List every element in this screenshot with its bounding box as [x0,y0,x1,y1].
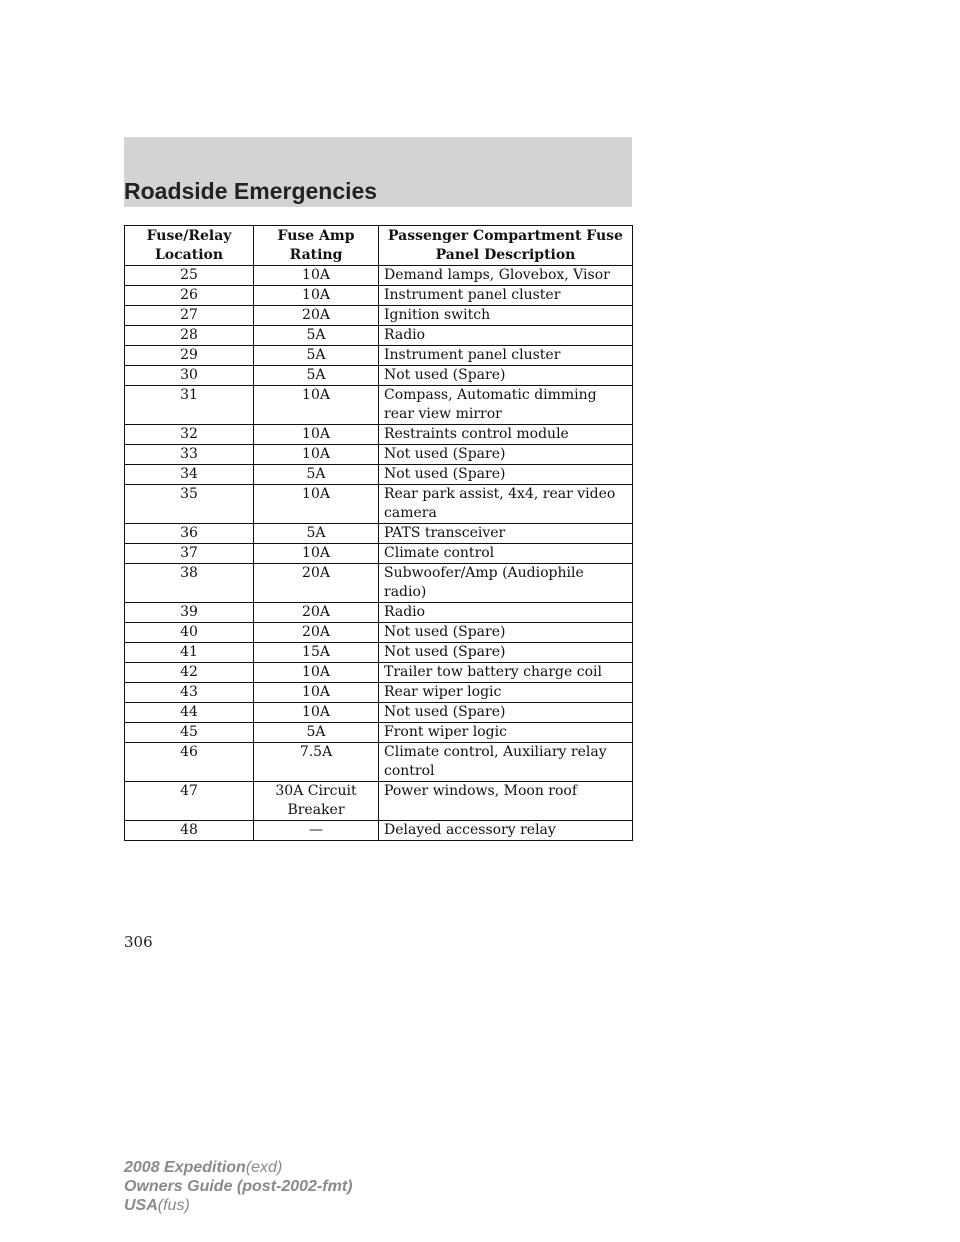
fuse-rating: 10A [254,286,379,306]
fuse-description: Not used (Spare) [379,623,633,643]
table-row [125,683,633,703]
footer-model: 2008 Expedition [124,1159,246,1176]
fuse-description: Restraints control module [379,425,633,445]
table-row [125,465,633,485]
fuse-rating: 10A [254,485,379,524]
fuse-rating: 5A [254,346,379,366]
table-row [125,266,633,286]
fuse-rating: 10A [254,683,379,703]
column-header-location: Fuse/Relay Location [125,226,254,266]
fuse-location: 34 [125,465,254,485]
fuse-rating: 5A [254,465,379,485]
fuse-location: 30 [125,366,254,386]
fuse-rating: 7.5A [254,743,379,782]
fuse-description: Compass, Automatic dimming rear view mirror [379,386,633,425]
fuse-rating: 10A [254,703,379,723]
page-number: 306 [124,933,153,951]
column-header-description: Passenger Compartment Fuse Panel Description [379,226,633,266]
fuse-location: 38 [125,564,254,603]
table-row [125,326,633,346]
table-row [125,544,633,564]
fuse-rating: 20A [254,623,379,643]
fuse-location: 25 [125,266,254,286]
fuse-description: Not used (Spare) [379,366,633,386]
fuse-description: Subwoofer/Amp (Audiophile radio) [379,564,633,603]
footer-model-code: (exd) [245,1159,283,1176]
table-row [125,524,633,544]
table-row [125,386,633,425]
table-row [125,821,633,841]
footer-line-3 [124,1196,352,1215]
table-row [125,743,633,782]
fuse-rating: 15A [254,643,379,663]
fuse-location: 33 [125,445,254,465]
fuse-location: 47 [125,782,254,821]
fuse-location: 44 [125,703,254,723]
fuse-location: 46 [125,743,254,782]
fuse-location: 35 [125,485,254,524]
table-row [125,445,633,465]
fuse-rating: 30A Circuit Breaker [254,782,379,821]
fuse-rating: 10A [254,544,379,564]
footer-market: USA [124,1197,158,1214]
fuse-description: Instrument panel cluster [379,286,633,306]
fuse-description: Radio [379,326,633,346]
fuse-location: 41 [125,643,254,663]
fuse-rating: 5A [254,723,379,743]
fuse-description: Delayed accessory relay [379,821,633,841]
fuse-description: Trailer tow battery charge coil [379,663,633,683]
fuse-location: 37 [125,544,254,564]
fuse-description: Not used (Spare) [379,465,633,485]
footer-line-1 [124,1158,352,1177]
fuse-description: Rear wiper logic [379,683,633,703]
fuse-location: 29 [125,346,254,366]
fuse-location: 28 [125,326,254,346]
table-row [125,366,633,386]
fuse-description: Ignition switch [379,306,633,326]
fuse-location: 31 [125,386,254,425]
fuse-description: Demand lamps, Glovebox, Visor [379,266,633,286]
fuse-table [124,225,633,841]
table-row [125,723,633,743]
column-header-rating: Fuse Amp Rating [254,226,379,266]
fuse-location: 26 [125,286,254,306]
fuse-rating: 10A [254,266,379,286]
table-row [125,603,633,623]
fuse-rating: 20A [254,306,379,326]
table-row [125,703,633,723]
fuse-description: Not used (Spare) [379,445,633,465]
table-row [125,782,633,821]
fuse-rating: 5A [254,326,379,346]
fuse-rating: 5A [254,366,379,386]
section-title: Roadside Emergencies [124,178,378,204]
fuse-description: Instrument panel cluster [379,346,633,366]
fuse-description: Power windows, Moon roof [379,782,633,821]
fuse-description: Rear park assist, 4x4, rear video camera [379,485,633,524]
table-row [125,346,633,366]
fuse-location: 39 [125,603,254,623]
fuse-location: 45 [125,723,254,743]
fuse-description: Climate control [379,544,633,564]
fuse-rating: 5A [254,524,379,544]
fuse-rating: 10A [254,386,379,425]
table-row [125,425,633,445]
table-row [125,485,633,524]
fuse-rating: 20A [254,564,379,603]
fuse-location: 43 [125,683,254,703]
fuse-description: Front wiper logic [379,723,633,743]
table-row [125,286,633,306]
footer-market-code: (fus) [157,1197,190,1214]
fuse-description: Not used (Spare) [379,643,633,663]
table-row [125,306,633,326]
fuse-rating: — [254,821,379,841]
table-row [125,663,633,683]
fuse-rating: 20A [254,603,379,623]
fuse-description: Not used (Spare) [379,703,633,723]
document-footer [124,1158,352,1215]
fuse-location: 42 [125,663,254,683]
fuse-location: 32 [125,425,254,445]
table-row [125,564,633,603]
fuse-location: 40 [125,623,254,643]
table-header-row [125,226,633,266]
fuse-description: PATS transceiver [379,524,633,544]
fuse-location: 27 [125,306,254,326]
fuse-rating: 10A [254,663,379,683]
fuse-rating: 10A [254,445,379,465]
table-row [125,643,633,663]
fuse-description: Radio [379,603,633,623]
fuse-rating: 10A [254,425,379,445]
table-row [125,623,633,643]
footer-line-2 [124,1177,352,1196]
fuse-location: 36 [125,524,254,544]
fuse-location: 48 [125,821,254,841]
footer-guide: Owners Guide (post-2002-fmt) [124,1178,353,1195]
fuse-description: Climate control, Auxiliary relay control [379,743,633,782]
